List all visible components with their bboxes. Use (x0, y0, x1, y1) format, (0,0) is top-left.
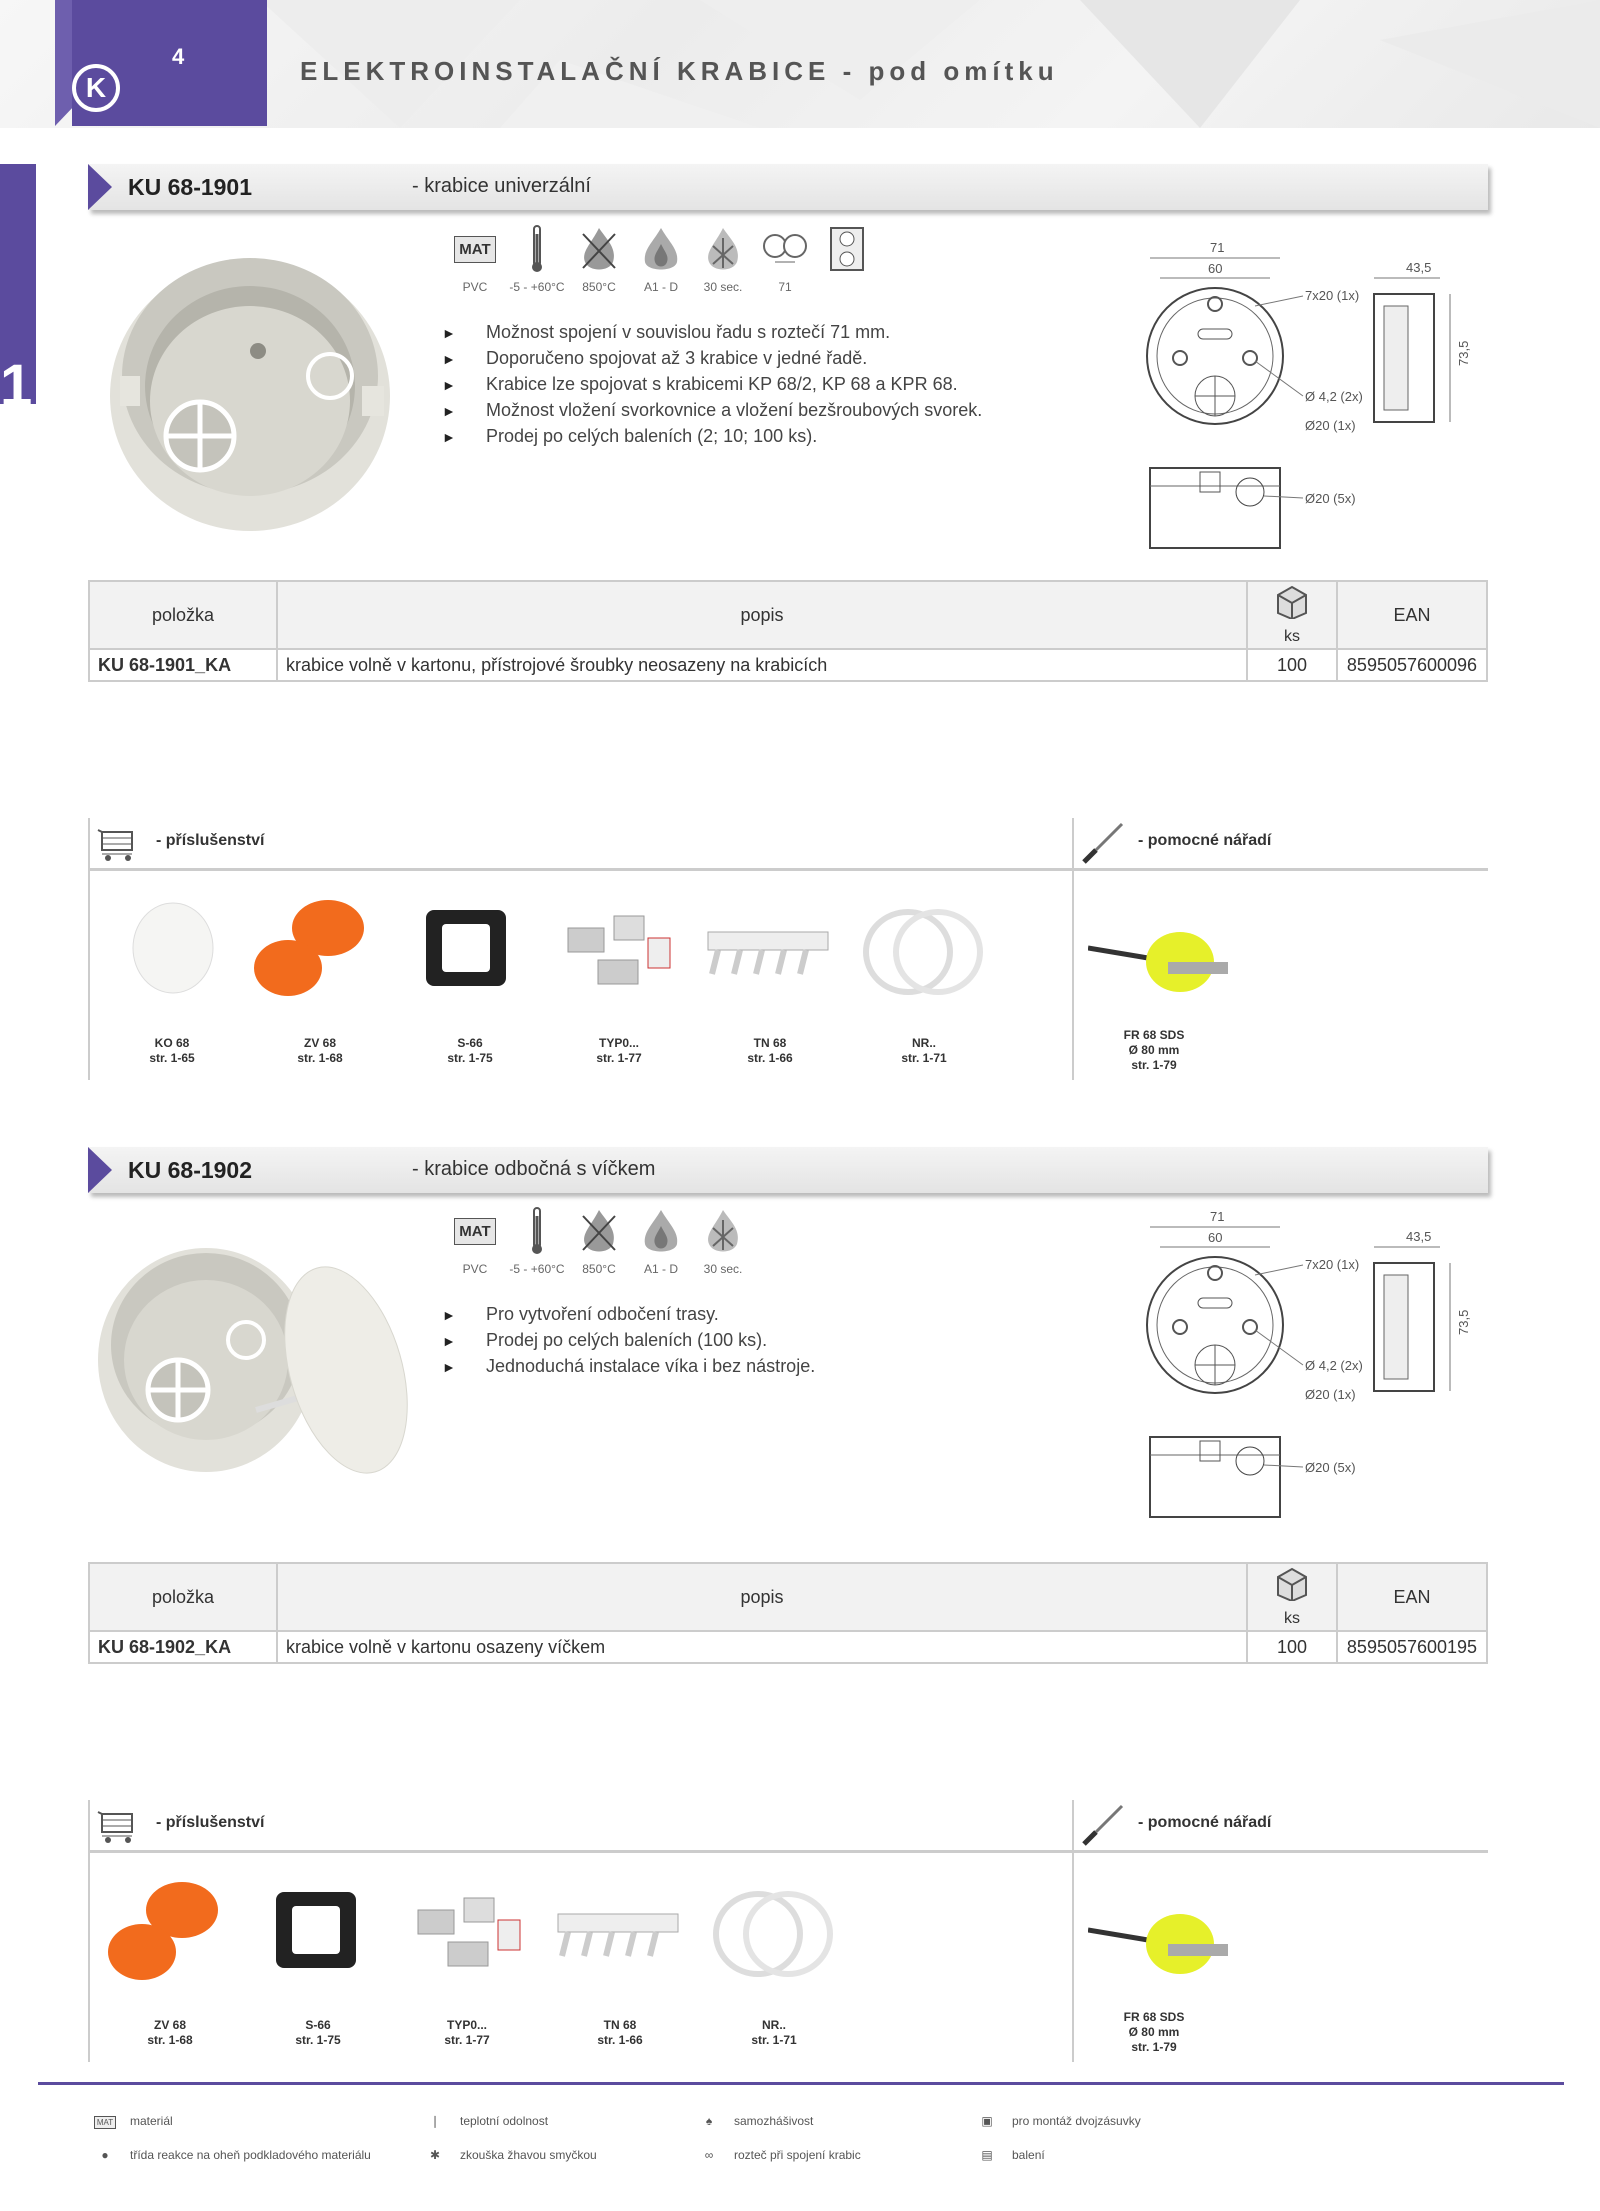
thermometer-icon: ❘ (429, 2114, 441, 2128)
table-header: položka (89, 1563, 277, 1631)
box-icon: ▤ (981, 2148, 993, 2162)
arrow-icon (88, 164, 112, 210)
pitch-icon: ∞ (704, 2148, 714, 2162)
legend-item: ♠ samozhášivost (696, 2114, 813, 2128)
pitch-icon (761, 224, 809, 274)
technical-drawing (1140, 236, 1500, 556)
double-socket-icon (827, 224, 867, 274)
list-item: ► Krabice lze spojovat s krabicemi KP 68/2, KP 68 a KPR 68. (442, 372, 982, 398)
flame-icon (701, 1206, 745, 1256)
technical-drawing (1140, 1205, 1500, 1525)
list-item: ► Prodej po celých baleních (2; 10; 100 ks). (442, 424, 982, 450)
arrow-icon (88, 1147, 112, 1193)
product-photo (100, 236, 400, 541)
legend-item: ✱ zkouška žhavou smyčkou (422, 2148, 597, 2162)
svg-text:7x20 (1x): 7x20 (1x) (1305, 288, 1360, 303)
table-header: EAN (1337, 581, 1487, 649)
svg-text:73,5: 73,5 (1456, 340, 1471, 366)
list-item: ► Prodej po celých baleních (100 ks). (442, 1328, 815, 1354)
product-table (88, 580, 1488, 682)
icon-label: 850°C (582, 1262, 616, 1276)
cart-icon (96, 1808, 138, 1846)
svg-text:Ø20 (1x): Ø20 (1x) (1305, 1387, 1356, 1402)
accessory-label[interactable]: S-66 str. 1-75 (447, 1036, 493, 1065)
accessory-image-nr (858, 906, 988, 996)
thermometer-icon (529, 1206, 545, 1256)
accessory-label[interactable]: TYP0... str. 1-77 (596, 1036, 642, 1065)
product-description: - krabice odbočná s víčkem (412, 1158, 656, 1180)
table-header: popis (277, 581, 1247, 649)
icon-label: 30 sec. (703, 280, 743, 294)
list-item: ► Možnost spojení v souvislou řadu s roztečí 71 mm. (442, 320, 982, 346)
product-header-bar (88, 1147, 1488, 1193)
accessory-label[interactable]: TN 68 str. 1-66 (747, 1036, 793, 1065)
table-cell: 100 (1247, 649, 1337, 681)
accessory-image-typ0 (408, 1890, 528, 1980)
svg-text:60: 60 (1208, 1230, 1223, 1245)
bullet-arrow-icon: ► (442, 1307, 456, 1323)
icon-label: PVC (462, 1262, 488, 1276)
tool-label[interactable]: FR 68 SDS Ø 80 mm str. 1-79 (1123, 2010, 1185, 2054)
table-header: ks (1247, 1607, 1337, 1631)
legend-item: ❘ teplotní odolnost (422, 2114, 548, 2128)
accessory-label[interactable]: S-66 str. 1-75 (295, 2018, 341, 2047)
table-cell: KU 68-1901_KA (89, 649, 277, 681)
icon-label: A1 - D (643, 280, 678, 294)
drop-icon (639, 1206, 683, 1256)
legend-item: ∞ rozteč při spojení krabic (696, 2148, 861, 2162)
accessories-label: - příslušenství (156, 1814, 265, 1831)
svg-text:71: 71 (1210, 240, 1225, 255)
tool-image-fr68 (1088, 918, 1228, 998)
tools-label: - pomocné nářadí (1138, 832, 1272, 849)
properties-icons (444, 224, 878, 294)
icon-label: -5 - +60°C (509, 1262, 565, 1276)
table-cell: 8595057600195 (1337, 1631, 1487, 1663)
icon-label: A1 - D (643, 1262, 678, 1276)
icon-label: -5 - +60°C (509, 280, 565, 294)
glow-wire-icon (577, 224, 621, 274)
table-row (89, 1631, 1487, 1663)
mat-icon: MAT (92, 2114, 118, 2128)
accessory-label[interactable]: NR.. str. 1-71 (901, 1036, 947, 1065)
page-title: ELEKTROINSTALAČNÍ KRABICE - pod omítku (300, 56, 1059, 86)
list-item: ► Jednoduchá instalace víka i bez nástroje. (442, 1354, 815, 1380)
section-number: 1 (0, 353, 33, 418)
flame-icon: ♠ (705, 2114, 713, 2128)
thermometer-icon (529, 224, 545, 274)
product-code: KU 68-1902 (128, 1157, 253, 1183)
accessories-panel (88, 1800, 1488, 2062)
box-icon (1247, 581, 1337, 625)
table-cell: krabice volně v kartonu osazeny víčkem (277, 1631, 1247, 1663)
product-code: KU 68-1901 (128, 174, 253, 200)
feature-list (442, 320, 982, 450)
brand-logo: K (72, 64, 120, 112)
accessory-image-tn68 (698, 922, 838, 982)
icon-label: 30 sec. (703, 1262, 743, 1276)
svg-text:60: 60 (1208, 261, 1223, 276)
mat-icon: MAT (454, 236, 495, 263)
flame-icon (701, 224, 745, 274)
drop-icon (639, 224, 683, 274)
footer-divider (38, 2082, 1564, 2085)
accessory-image-tn68 (548, 1904, 688, 1964)
accessory-label[interactable]: TYP0... str. 1-77 (444, 2018, 490, 2047)
accessory-label[interactable]: TN 68 str. 1-66 (597, 2018, 643, 2047)
icon-label: 850°C (582, 280, 616, 294)
accessory-image-typ0 (558, 908, 678, 998)
accessory-label[interactable]: KO 68 str. 1-65 (149, 1036, 195, 1065)
legend-item: ▣ pro montáž dvojzásuvky (974, 2114, 1141, 2128)
table-cell: 8595057600096 (1337, 649, 1487, 681)
list-item: ► Možnost vložení svorkovnice a vložení bezšroubových svorek. (442, 398, 982, 424)
accessory-label[interactable]: ZV 68 str. 1-68 (297, 1036, 343, 1065)
icon-label: PVC (462, 280, 488, 294)
accessories-label: - příslušenství (156, 832, 265, 849)
table-row (89, 649, 1487, 681)
properties-icons (444, 1206, 754, 1276)
double-socket-icon: ▣ (981, 2114, 993, 2128)
icon-label: 71 (778, 280, 792, 294)
svg-text:Ø 4,2 (2x): Ø 4,2 (2x) (1305, 1358, 1363, 1373)
accessory-label[interactable]: ZV 68 str. 1-68 (147, 2018, 193, 2047)
svg-text:Ø 4,2 (2x): Ø 4,2 (2x) (1305, 389, 1363, 404)
glow-wire-icon (577, 1206, 621, 1256)
feature-list (442, 1302, 815, 1380)
legend-item: ● třída reakce na oheň podkladového materiálu (92, 2148, 371, 2162)
product-description: - krabice univerzální (412, 175, 591, 197)
bullet-arrow-icon: ► (442, 429, 456, 445)
screwdriver-icon (1078, 1804, 1126, 1848)
bullet-arrow-icon: ► (442, 1333, 456, 1349)
svg-text:73,5: 73,5 (1456, 1309, 1471, 1335)
table-cell: KU 68-1902_KA (89, 1631, 277, 1663)
svg-text:71: 71 (1210, 1209, 1225, 1224)
product-table (88, 1562, 1488, 1664)
bullet-arrow-icon: ► (442, 351, 456, 367)
accessory-image-s66 (418, 902, 518, 992)
product-photo (96, 1240, 416, 1480)
box-icon (1247, 1563, 1337, 1607)
list-item: ► Pro vytvoření odbočení trasy. (442, 1302, 815, 1328)
svg-text:7x20 (1x): 7x20 (1x) (1305, 1257, 1360, 1272)
legend-item: MAT materiál (92, 2114, 173, 2128)
tools-label: - pomocné nářadí (1138, 1814, 1272, 1831)
cart-icon (96, 826, 138, 864)
legend-item: ▤ balení (974, 2148, 1045, 2162)
bullet-arrow-icon: ► (442, 1359, 456, 1375)
tool-label[interactable]: FR 68 SDS Ø 80 mm str. 1-79 (1123, 1028, 1185, 1072)
mat-icon: MAT (454, 1218, 495, 1245)
page-number: 4 (172, 44, 185, 69)
drop-icon: ● (101, 2148, 109, 2162)
accessory-label[interactable]: NR.. str. 1-71 (751, 2018, 797, 2047)
table-header: popis (277, 1563, 1247, 1631)
table-cell: krabice volně v kartonu, přístrojové šroubky neosazeny na krabicích (277, 649, 1247, 681)
svg-text:Ø20 (1x): Ø20 (1x) (1305, 418, 1356, 433)
accessory-image-zv68 (98, 1878, 228, 1988)
accessory-image-s66 (268, 1884, 368, 1974)
svg-text:Ø20 (5x): Ø20 (5x) (1305, 491, 1356, 506)
svg-text:Ø20 (5x): Ø20 (5x) (1305, 1460, 1356, 1475)
table-cell: 100 (1247, 1631, 1337, 1663)
table-header: ks (1247, 625, 1337, 649)
svg-text:43,5: 43,5 (1406, 1229, 1432, 1244)
screwdriver-icon (1078, 822, 1126, 866)
accessories-panel (88, 818, 1488, 1080)
list-item: ► Doporučeno spojovat až 3 krabice v jedné řadě. (442, 346, 982, 372)
accessory-image-ko68 (128, 898, 218, 998)
bullet-arrow-icon: ► (442, 403, 456, 419)
glow-wire-icon: ✱ (429, 2148, 441, 2162)
table-header: položka (89, 581, 277, 649)
tool-image-fr68 (1088, 1900, 1228, 1980)
bullet-arrow-icon: ► (442, 325, 456, 341)
bullet-arrow-icon: ► (442, 377, 456, 393)
accessory-image-zv68 (248, 896, 368, 1006)
accessory-image-nr (708, 1888, 838, 1978)
svg-text:43,5: 43,5 (1406, 260, 1432, 275)
table-header: EAN (1337, 1563, 1487, 1631)
product-header-bar (88, 164, 1488, 210)
